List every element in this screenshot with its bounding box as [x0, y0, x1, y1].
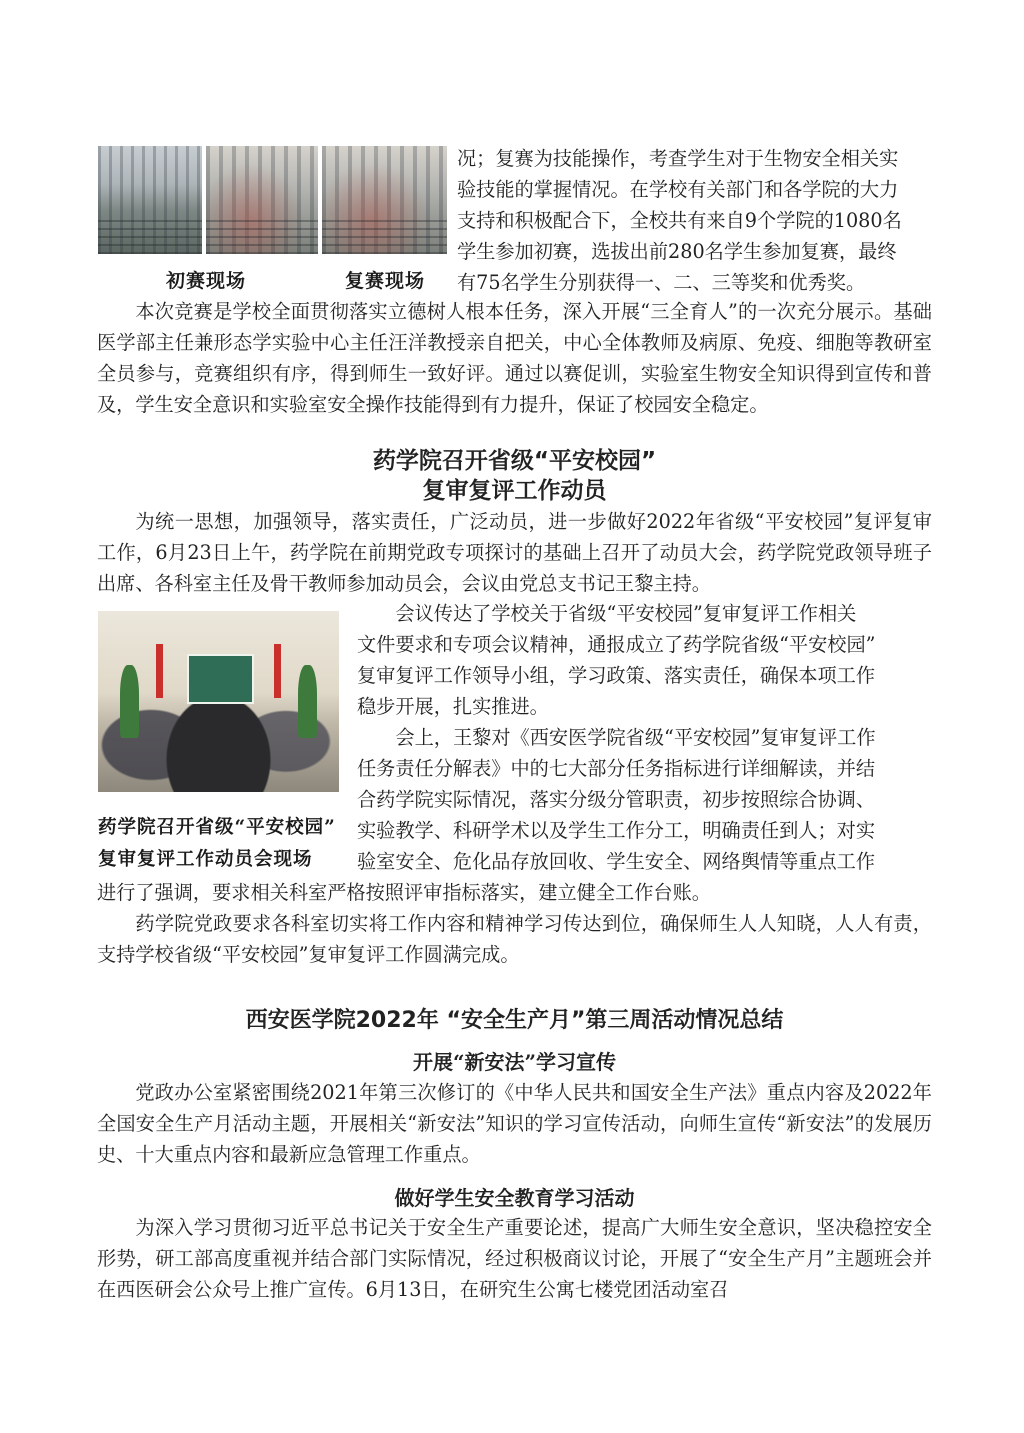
- text-line: 支持和积极配合下，全校共有来自9个学院的1080名: [457, 209, 902, 232]
- preliminary-photo-2: [206, 146, 318, 254]
- meeting-photo-caption-line2: 复审复评工作动员会现场: [98, 849, 313, 870]
- mobilization-meeting-photo: [98, 611, 339, 792]
- red-banner-left: [156, 644, 163, 698]
- section2-continuation: 进行了强调，要求相关科室严格按照评审指标落实，建立健全工作台账。: [97, 881, 711, 904]
- plant-left: [120, 665, 139, 737]
- red-banner-right: [274, 644, 281, 698]
- section2-title-line2: 复审复评工作动员: [422, 478, 607, 504]
- projection-screen: [187, 654, 254, 703]
- section3-title: 西安医学院2022年 “安全生产月”第三周活动情况总结: [245, 1008, 784, 1033]
- section3-subtitle2: 做好学生安全教育学习活动: [394, 1186, 635, 1210]
- section1-right-text: [457, 143, 932, 298]
- section2-title-line1: 药学院召开省级“平安校园”: [372, 448, 657, 474]
- text-line: 任务责任分解表》中的七大部分任务指标进行详细解读，并结: [357, 757, 876, 780]
- final-round-photo: [322, 146, 447, 254]
- text-line: 验技能的掌握情况。在学校有关部门和各学院的大力: [457, 178, 899, 201]
- text-line: 验室安全、危化品存放回收、学生安全、网络舆情等重点工作: [357, 850, 876, 873]
- section3-subtitle1: 开展“新安法”学习宣传: [412, 1050, 616, 1074]
- text-line: 况；复赛为技能操作，考查学生对于生物安全相关实: [457, 147, 899, 170]
- section2-paragraph1: 为统一思想，加强领导，落实责任，广泛动员，进一步做好2022年省级“平安校园”复评复审工作，6月23日上午，药学院在前期党政专项探讨的基础上召开了动员大会，药学院党政领导班子出席、各科室主任及骨干教师参加动员会，会议由党总支书记王黎主持。: [97, 510, 932, 595]
- text-line: 会议传达了学校关于省级“平安校园”复审复评工作相关: [395, 602, 857, 625]
- section3-paragraph1: 党政办公室紧密围绕2021年第三次修订的《中华人民共和国安全生产法》重点内容及2022年全国安全生产月活动主题，开展相关“新安法”知识的学习宣传活动，向师生宣传“新安法”的发展历史、十大重点内容和最新应急管理工作重点。: [97, 1081, 932, 1166]
- text-line: 有75名学生分别获得一、二、三等奖和优秀奖。: [457, 271, 866, 294]
- text-line: 合药学院实际情况，落实分级分管职责，初步按照综合协调、: [357, 788, 876, 811]
- section2-right-text: [357, 598, 932, 877]
- photo-caption-final: 复赛现场: [345, 270, 426, 292]
- section1-paragraph: 本次竞赛是学校全面贯彻落实立德树人根本任务，深入开展“三全育人”的一次充分展示。基础医学部主任兼形态学实验中心主任汪洋教授亲自把关，中心全体教师及病原、免疫、细胞等教研室全员参与，竞赛组织有序，得到师生一致好评。通过以赛促训，实验室生物安全知识得到宣传和普及，学生安全意识和实验室安全操作技能得到有力提升，保证了校园安全稳定。: [97, 300, 932, 416]
- photo-caption-preliminary: 初赛现场: [166, 270, 247, 292]
- section3-paragraph2: 为深入学习贯彻习近平总书记关于安全生产重要论述，提高广大师生安全意识，坚决稳控安全形势，研工部高度重视并结合部门实际情况，经过积极商议讨论，开展了“安全生产月”主题班会并在西医研会公众号上推广宣传。6月13日，在研究生公寓七楼党团活动室召: [97, 1216, 932, 1301]
- section2-title: [97, 446, 932, 506]
- text-line: 学生参加初赛，选拔出前280名学生参加复赛，最终: [457, 240, 897, 263]
- preliminary-photo-1: [98, 146, 202, 254]
- text-line: 文件要求和专项会议精神，通报成立了药学院省级“平安校园”: [357, 633, 876, 656]
- text-line: 会上，王黎对《西安医学院省级“平安校园”复审复评工作: [395, 726, 876, 749]
- plant-right: [298, 665, 317, 737]
- text-line: 复审复评工作领导小组，学习政策、落实责任，确保本项工作: [357, 664, 876, 687]
- section2-paragraph-last: 药学院党政要求各科室切实将工作内容和精神学习传达到位，确保师生人人知晓，人人有责，支持学校省级“平安校园”复审复评工作圆满完成。: [97, 912, 932, 966]
- text-line: 实验教学、科研学术以及学生工作分工，明确责任到人；对实: [357, 819, 876, 842]
- text-line: 稳步开展，扎实推进。: [357, 695, 549, 718]
- meeting-photo-caption-line1: 药学院召开省级“平安校园”: [98, 817, 336, 838]
